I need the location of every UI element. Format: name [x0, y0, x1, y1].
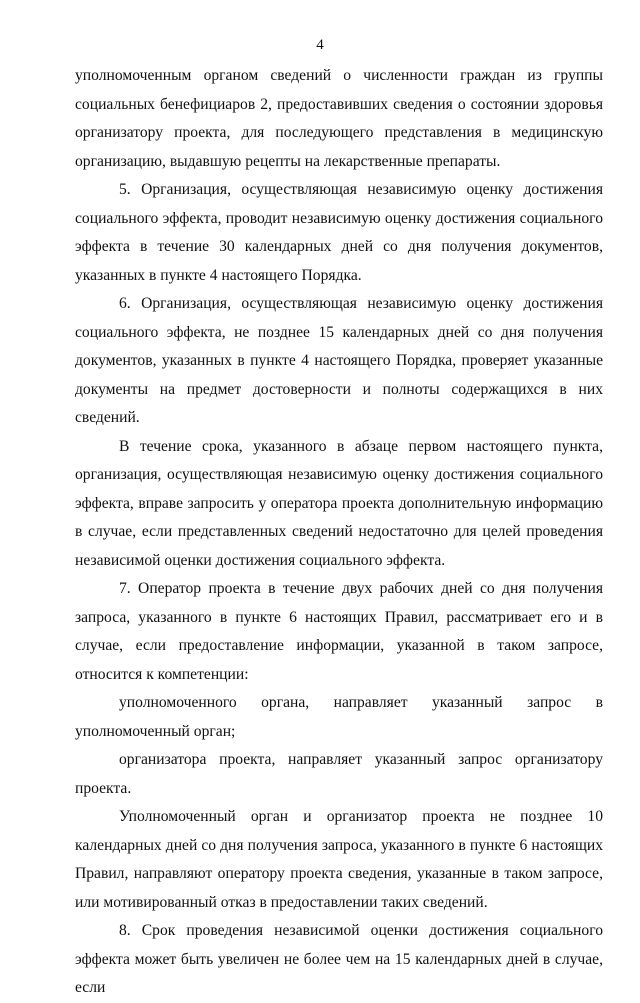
- paragraph-item-5: 5. Организация, осуществляющая независимую оценку достижения социального эффекта, проводит независимую оценку достижения социального эффекта в течение 30 календарных дней со дня получения документов, указанных в пункте 4 настоящего Порядка.: [75, 181, 603, 284]
- paragraph-item-7-project-organizer: организатора проекта, направляет указанный запрос организатору проекта.: [75, 751, 603, 797]
- paragraph-continuation: уполномоченным органом сведений о численности граждан из группы социальных бенефициаров 2, предоставивших сведения о состоянии здоровья организатору проекта, для последующего представления в медицинскую организацию, выдавшую рецепты на лекарственные препараты.: [75, 67, 603, 170]
- paragraph-item-6: 6. Организация, осуществляющая независимую оценку достижения социального эффекта, не позднее 15 календарных дней со дня получения документов, указанных в пункте 4 настоящего Порядка, проверяет указанные документы на предмет достоверности и полноты содержащихся в них сведений.: [75, 295, 603, 426]
- paragraph-item-7: 7. Оператор проекта в течение двух рабочих дней со дня получения запроса, указанного в пункте 6 настоящих Правил, рассматривает его и в случае, если предоставление информации, указанной в таком запросе, относится к компетенции:: [75, 580, 603, 683]
- paragraph-item-7-response-deadline: Уполномоченный орган и организатор проекта не позднее 10 календарных дней со дня получения запроса, указанного в пункте 6 настоящих Правил, направляют оператору проекта сведения, указанные в таком запросе, или мотивированный отказ в предоставлении таких сведений.: [75, 808, 603, 911]
- page-number: 4: [316, 37, 324, 53]
- paragraph-item-6-additional-info: В течение срока, указанного в абзаце первом настоящего пункта, организация, осуществляющая независимую оценку достижения социального эффекта, вправе запросить у оператора проекта дополнительную информацию в случае, если представленных сведений недостаточно для целей проведения независимой оценки достижения социального эффекта.: [75, 437, 603, 569]
- paragraph-item-8: 8. Срок проведения независимой оценки достижения социального эффекта может быть увеличен не более чем на 15 календарных дней в случае, если: [75, 922, 603, 996]
- document-body: [75, 62, 603, 1003]
- paragraph-item-7-authorized-body: уполномоченного органа, направляет указанный запрос в уполномоченный орган;: [75, 694, 603, 740]
